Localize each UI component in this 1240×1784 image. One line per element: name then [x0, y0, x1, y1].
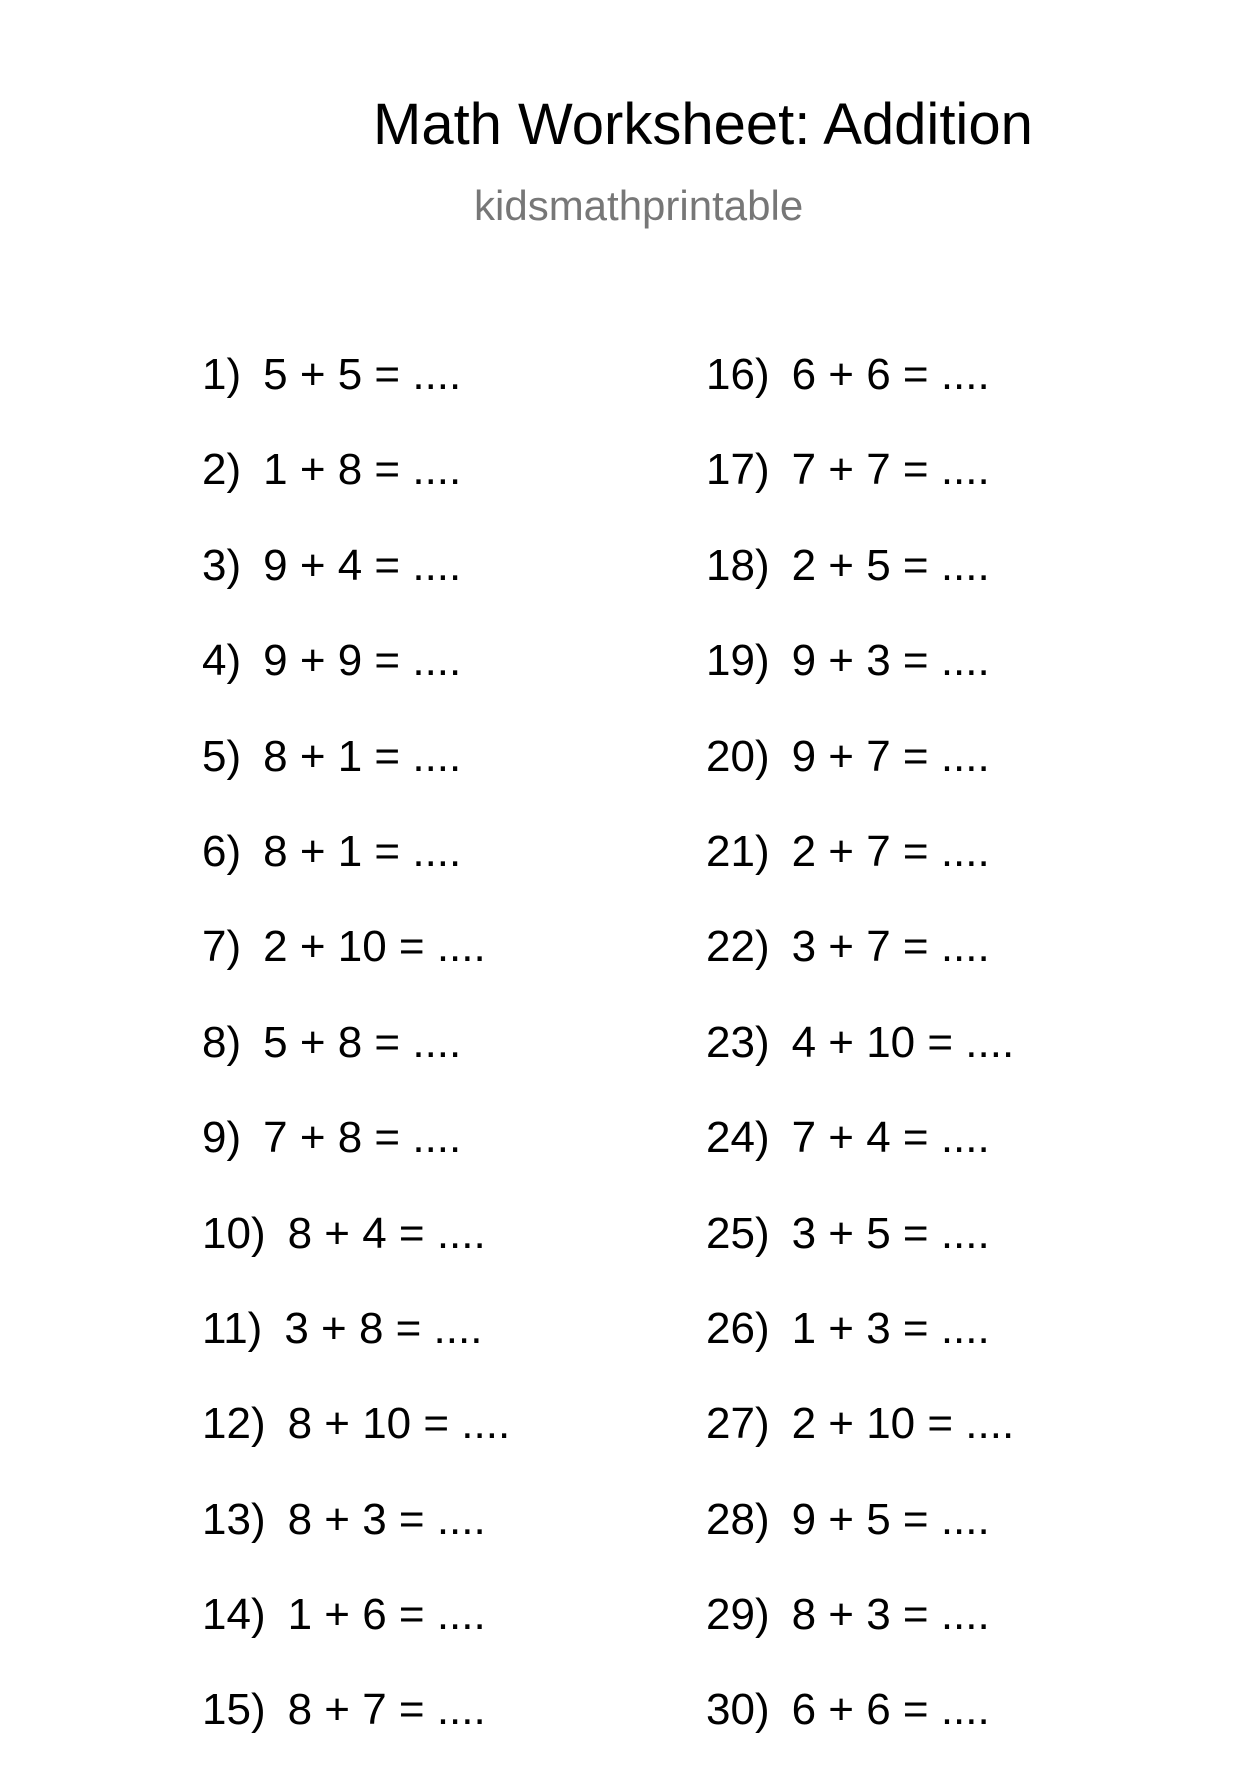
- worksheet-title: Math Worksheet: Addition: [373, 92, 1033, 157]
- problem-number: 26): [706, 1303, 770, 1353]
- problem-number: 24): [706, 1113, 770, 1163]
- problem-item: [706, 1399, 1015, 1497]
- problem-item: [706, 1590, 1014, 1688]
- problem-number: 25): [706, 1208, 770, 1258]
- problem-expression: 9 + 4 = ....: [263, 540, 462, 590]
- problem-expression: 3 + 5 = ....: [791, 1208, 990, 1258]
- problem-number: 12): [202, 1399, 266, 1449]
- problem-number: 4): [202, 636, 242, 686]
- problem-expression: 1 + 8 = ....: [263, 445, 462, 495]
- problem-number: 7): [202, 922, 242, 972]
- problem-expression: 2 + 5 = ....: [791, 540, 990, 590]
- problem-item: [706, 636, 1014, 734]
- problem-item: [202, 1208, 510, 1307]
- problem-number: 23): [706, 1017, 770, 1067]
- problem-number: 17): [706, 445, 770, 495]
- problem-number: 30): [706, 1685, 770, 1735]
- problem-item: [202, 1303, 510, 1402]
- problem-expression: 1 + 3 = ....: [791, 1303, 990, 1353]
- problem-item: [706, 1303, 1014, 1402]
- problem-expression: 2 + 10 = ....: [791, 1399, 1015, 1449]
- problem-expression: 5 + 5 = ....: [263, 350, 462, 399]
- problem-number: 19): [706, 636, 770, 686]
- problem-expression: 8 + 7 = ....: [287, 1685, 486, 1735]
- problem-number: 13): [202, 1494, 266, 1544]
- problem-item: [202, 1113, 510, 1211]
- problem-item: [706, 1113, 1014, 1211]
- problem-expression: 6 + 6 = ....: [791, 1685, 990, 1735]
- problem-column-left: [202, 350, 511, 1784]
- problem-item: [202, 1685, 510, 1783]
- problem-expression: 9 + 7 = ....: [791, 731, 990, 781]
- problem-expression: 8 + 4 = ....: [287, 1208, 486, 1258]
- worksheet-subtitle: kidsmathprintable: [474, 182, 804, 229]
- problem-item: [706, 445, 1014, 543]
- problem-expression: 4 + 10 = ....: [791, 1017, 1015, 1067]
- problem-item: [706, 1017, 1015, 1116]
- problem-expression: 9 + 3 = ....: [791, 636, 990, 686]
- problem-item: [706, 731, 1014, 830]
- problem-expression: 7 + 8 = ....: [263, 1113, 462, 1163]
- problem-item: [202, 922, 510, 1020]
- problem-expression: 8 + 1 = ....: [263, 826, 462, 876]
- problem-number: 29): [706, 1590, 770, 1640]
- problem-item: [202, 636, 510, 734]
- problem-number: 8): [202, 1017, 242, 1067]
- problem-expression: 1 + 6 = ....: [287, 1590, 486, 1640]
- problem-expression: 2 + 7 = ....: [791, 826, 990, 876]
- problem-number: 10): [202, 1208, 266, 1258]
- problem-number: 14): [202, 1590, 266, 1640]
- problem-number: 15): [202, 1685, 266, 1735]
- problem-item: [202, 1590, 510, 1688]
- problem-item: [706, 922, 1014, 1020]
- problem-item: [706, 1208, 1014, 1307]
- problem-item: [202, 826, 510, 925]
- problem-expression: 3 + 8 = ....: [284, 1303, 483, 1353]
- problem-expression: 3 + 7 = ....: [791, 922, 990, 972]
- problem-expression: 5 + 8 = ....: [263, 1017, 462, 1067]
- problem-expression: 9 + 9 = ....: [263, 636, 462, 686]
- problem-number: 28): [706, 1494, 770, 1544]
- problem-number: 5): [202, 731, 242, 781]
- problem-item: [706, 1494, 1014, 1593]
- problem-expression: 8 + 3 = ....: [791, 1590, 990, 1640]
- problem-item: [706, 350, 1014, 448]
- problem-item: [202, 540, 510, 639]
- problem-number: 16): [706, 350, 770, 399]
- problem-number: 22): [706, 922, 770, 972]
- problem-item: [202, 445, 510, 543]
- problem-item: [202, 1494, 510, 1593]
- problem-number: 3): [202, 540, 242, 590]
- problem-expression: 8 + 3 = ....: [287, 1494, 486, 1544]
- problem-item: [202, 731, 510, 830]
- problem-expression: 8 + 1 = ....: [263, 731, 462, 781]
- problem-number: 27): [706, 1399, 770, 1449]
- problem-item: [202, 1399, 511, 1497]
- problem-number: 9): [202, 1113, 242, 1163]
- problem-number: 2): [202, 445, 242, 495]
- problem-number: 20): [706, 731, 770, 781]
- problem-item: [706, 826, 1014, 925]
- problem-number: 1): [202, 350, 242, 399]
- problem-item: [706, 540, 1014, 639]
- problem-number: 21): [706, 826, 770, 876]
- problem-item: [202, 350, 510, 448]
- problem-expression: 7 + 7 = ....: [791, 445, 990, 495]
- problem-expression: 7 + 4 = ....: [791, 1113, 990, 1163]
- problem-number: 6): [202, 826, 242, 876]
- problem-expression: 9 + 5 = ....: [791, 1494, 990, 1544]
- problem-number: 11): [202, 1303, 263, 1353]
- problem-item: [202, 1017, 510, 1116]
- problem-item: [706, 1685, 1014, 1783]
- problem-number: 18): [706, 540, 770, 590]
- problem-expression: 6 + 6 = ....: [791, 350, 990, 399]
- problem-column-right: [706, 350, 1015, 1784]
- problem-expression: 2 + 10 = ....: [263, 922, 486, 972]
- problem-expression: 8 + 10 = ....: [287, 1399, 511, 1449]
